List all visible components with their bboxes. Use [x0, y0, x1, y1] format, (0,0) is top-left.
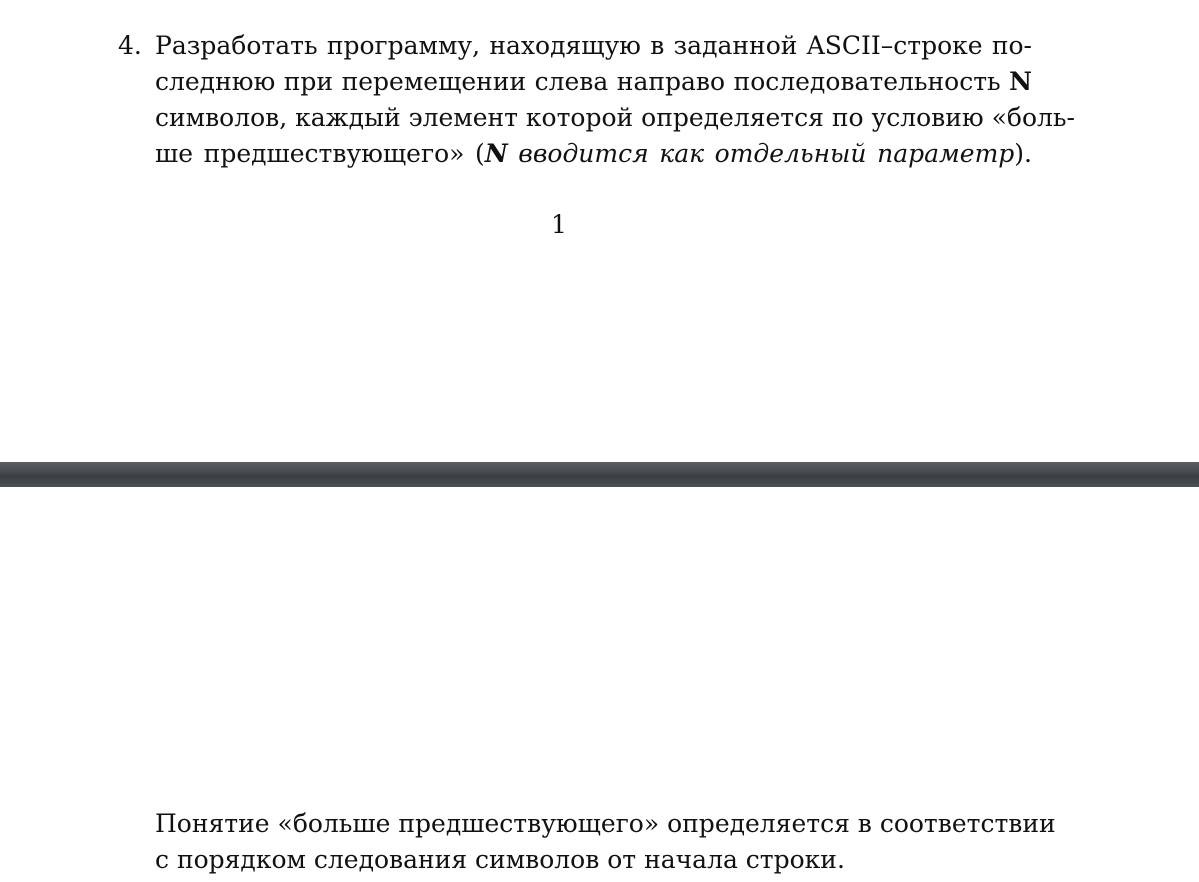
- task-line-3: символов, каждый элемент которой определяется по условию «боль-: [155, 103, 1075, 132]
- close-paren: ).: [1014, 139, 1032, 168]
- task-line-2: [155, 64, 1032, 100]
- param-note-italic: вводится как отдельный параметр: [518, 139, 1015, 168]
- page-number: 1: [551, 210, 567, 239]
- param-n-bold: N: [1009, 67, 1033, 96]
- task-line-4-start: ше предшествующего»: [155, 139, 465, 168]
- param-n-bold-italic: N: [484, 139, 508, 168]
- open-paren: (: [475, 139, 485, 168]
- task-line-4: [155, 136, 1032, 172]
- task-line-2-text: следнюю при перемещении слева направо последовательность: [155, 67, 1001, 96]
- item-number: 4.: [118, 31, 142, 60]
- note-line-1: Понятие «больше предшествующего» определяется в соответствии: [155, 809, 1056, 838]
- page-separator: [0, 462, 1199, 487]
- task-text: [155, 28, 1075, 172]
- note-line-2: с порядком следования символов от начала строки.: [155, 845, 845, 874]
- task-line-1: Разработать программу, находящую в заданной ASCII–строке по-: [155, 31, 1032, 60]
- footnote-paragraph: [155, 806, 1056, 878]
